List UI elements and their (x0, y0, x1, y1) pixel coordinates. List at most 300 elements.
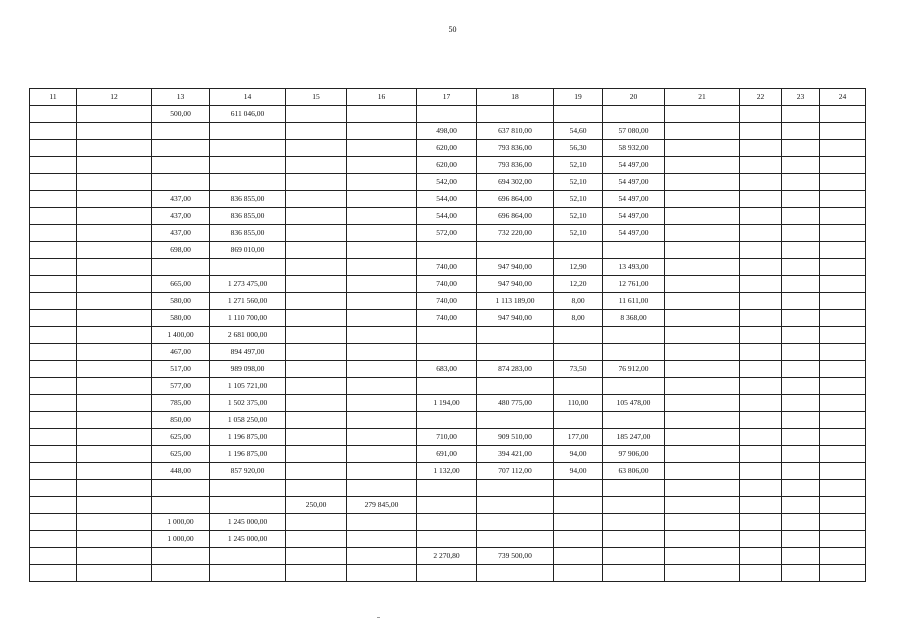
page-number: 50 (448, 25, 457, 34)
table-cell (740, 446, 782, 463)
table-cell (77, 446, 152, 463)
table-cell (603, 531, 665, 548)
table-cell (740, 514, 782, 531)
table-cell (77, 310, 152, 327)
table-cell (782, 361, 820, 378)
table-cell (30, 225, 77, 242)
table-cell: 620,00 (417, 140, 477, 157)
table-cell (603, 548, 665, 565)
table-cell (77, 497, 152, 514)
table-cell (286, 208, 347, 225)
table-cell (665, 310, 740, 327)
table-cell: 793 836,00 (477, 157, 554, 174)
table-cell (820, 463, 866, 480)
table-cell (820, 344, 866, 361)
table-cell (77, 565, 152, 582)
table-cell (740, 565, 782, 582)
table-cell (152, 140, 210, 157)
table-cell: 894 497,00 (210, 344, 286, 361)
table-cell (152, 480, 210, 497)
table-cell: 696 864,00 (477, 191, 554, 208)
table-cell: 1 000,00 (152, 531, 210, 548)
table-cell (30, 497, 77, 514)
table-cell (782, 395, 820, 412)
table-cell (665, 276, 740, 293)
table-cell (210, 480, 286, 497)
table-cell: 710,00 (417, 429, 477, 446)
table-cell: 707 112,00 (477, 463, 554, 480)
column-header: 14 (210, 89, 286, 106)
table-cell (665, 412, 740, 429)
column-header: 24 (820, 89, 866, 106)
table-cell (740, 412, 782, 429)
table-cell (820, 327, 866, 344)
table-cell (740, 174, 782, 191)
table-cell: 185 247,00 (603, 429, 665, 446)
table-cell (782, 140, 820, 157)
table-cell: 542,00 (417, 174, 477, 191)
table-cell (554, 106, 603, 123)
table-row (30, 514, 866, 531)
table-cell (665, 174, 740, 191)
table-cell: 947 940,00 (477, 276, 554, 293)
table-cell (820, 157, 866, 174)
table-row (30, 565, 866, 582)
table-cell (740, 123, 782, 140)
table-cell: 683,00 (417, 361, 477, 378)
table-cell (554, 565, 603, 582)
table-row (30, 276, 866, 293)
table-cell (665, 191, 740, 208)
table-cell (820, 310, 866, 327)
table-cell: 544,00 (417, 191, 477, 208)
table-cell: 740,00 (417, 310, 477, 327)
table-row (30, 140, 866, 157)
table-cell (30, 310, 77, 327)
table-cell (665, 123, 740, 140)
table-row (30, 157, 866, 174)
column-header: 17 (417, 89, 477, 106)
table-cell (30, 395, 77, 412)
table-cell (152, 174, 210, 191)
table-row (30, 191, 866, 208)
table-cell (286, 293, 347, 310)
table-cell (820, 259, 866, 276)
table-cell: 611 046,00 (210, 106, 286, 123)
table-cell (30, 429, 77, 446)
table-cell (820, 480, 866, 497)
table-cell: 1 271 560,00 (210, 293, 286, 310)
table-cell (210, 157, 286, 174)
table-cell (820, 276, 866, 293)
table-cell (477, 378, 554, 395)
table-cell (554, 548, 603, 565)
table-cell (740, 242, 782, 259)
table-cell (782, 514, 820, 531)
table-cell (347, 548, 417, 565)
table-cell (347, 106, 417, 123)
table-cell: 480 775,00 (477, 395, 554, 412)
table-cell (286, 276, 347, 293)
table-cell (477, 480, 554, 497)
table-cell: 698,00 (152, 242, 210, 259)
table-cell (782, 293, 820, 310)
table-cell (286, 514, 347, 531)
table-cell: 8,00 (554, 293, 603, 310)
table-cell: 52,10 (554, 191, 603, 208)
table-cell: 691,00 (417, 446, 477, 463)
table-cell (152, 123, 210, 140)
table-cell: 1 502 375,00 (210, 395, 286, 412)
table-cell: 94,00 (554, 446, 603, 463)
table-cell (665, 327, 740, 344)
table-cell: 54 497,00 (603, 225, 665, 242)
table-cell (665, 548, 740, 565)
table-cell (347, 242, 417, 259)
table-cell (347, 208, 417, 225)
table-cell (347, 276, 417, 293)
table-cell (77, 123, 152, 140)
table-cell (665, 361, 740, 378)
table-cell (740, 361, 782, 378)
table-cell (77, 293, 152, 310)
table-cell (782, 480, 820, 497)
table-cell (603, 497, 665, 514)
table-cell (603, 242, 665, 259)
table-cell (347, 293, 417, 310)
table-cell: 1 113 189,00 (477, 293, 554, 310)
table-cell (782, 497, 820, 514)
table-cell (347, 395, 417, 412)
table-cell (77, 157, 152, 174)
table-cell (347, 429, 417, 446)
table-cell: 11 611,00 (603, 293, 665, 310)
table-cell (210, 123, 286, 140)
table-cell: 732 220,00 (477, 225, 554, 242)
table-cell (152, 497, 210, 514)
table-cell: 110,00 (554, 395, 603, 412)
table-cell (210, 497, 286, 514)
table-cell (820, 531, 866, 548)
table-cell (30, 191, 77, 208)
table-cell (782, 276, 820, 293)
table-cell (603, 378, 665, 395)
table-cell (782, 412, 820, 429)
table-cell (30, 242, 77, 259)
table-cell (77, 531, 152, 548)
table-cell (210, 548, 286, 565)
table-cell (554, 497, 603, 514)
table-cell (782, 191, 820, 208)
table-cell (820, 191, 866, 208)
table-cell (665, 531, 740, 548)
table-row (30, 480, 866, 497)
table-cell (665, 344, 740, 361)
column-header: 16 (347, 89, 417, 106)
table-cell (665, 565, 740, 582)
table-cell (347, 514, 417, 531)
table-row (30, 531, 866, 548)
table-cell (782, 565, 820, 582)
table-cell (77, 344, 152, 361)
table-cell: 1 110 700,00 (210, 310, 286, 327)
table-cell: 1 132,00 (417, 463, 477, 480)
table-cell (347, 344, 417, 361)
table-cell: 1 196 875,00 (210, 446, 286, 463)
table-cell (665, 225, 740, 242)
table-cell (152, 565, 210, 582)
table-cell (152, 259, 210, 276)
table-cell (30, 463, 77, 480)
table-cell (820, 123, 866, 140)
table-cell: 1 105 721,00 (210, 378, 286, 395)
table-cell (286, 259, 347, 276)
table-cell: 437,00 (152, 225, 210, 242)
table-cell (286, 123, 347, 140)
table-cell: 785,00 (152, 395, 210, 412)
table-cell: 437,00 (152, 191, 210, 208)
table-cell: 874 283,00 (477, 361, 554, 378)
table-cell (603, 412, 665, 429)
table-cell (286, 310, 347, 327)
table-cell (603, 344, 665, 361)
table-cell (782, 310, 820, 327)
table-cell: 8,00 (554, 310, 603, 327)
table-cell: 517,00 (152, 361, 210, 378)
table-cell: 740,00 (417, 259, 477, 276)
table-row (30, 310, 866, 327)
table-cell (30, 106, 77, 123)
column-header: 22 (740, 89, 782, 106)
table-cell (740, 531, 782, 548)
table-cell (417, 565, 477, 582)
table-cell: 52,10 (554, 157, 603, 174)
table-cell (782, 174, 820, 191)
table-cell: 625,00 (152, 429, 210, 446)
table-cell (347, 123, 417, 140)
table-cell (77, 429, 152, 446)
table-cell (30, 208, 77, 225)
table-cell (782, 531, 820, 548)
table-row (30, 361, 866, 378)
table-cell (417, 242, 477, 259)
table-cell: 177,00 (554, 429, 603, 446)
table-row (30, 412, 866, 429)
table-cell (477, 531, 554, 548)
table-body (30, 106, 866, 582)
table-cell (603, 480, 665, 497)
table-cell (740, 225, 782, 242)
table-cell: 739 500,00 (477, 548, 554, 565)
table-cell (347, 565, 417, 582)
table-cell (477, 344, 554, 361)
table-cell (417, 327, 477, 344)
table-cell (820, 548, 866, 565)
table-cell: 1 245 000,00 (210, 514, 286, 531)
table-cell (820, 208, 866, 225)
table-cell (30, 276, 77, 293)
table-cell (740, 429, 782, 446)
table-row (30, 429, 866, 446)
table-cell: 54 497,00 (603, 174, 665, 191)
table-cell (77, 463, 152, 480)
table-cell (347, 259, 417, 276)
table-cell (347, 327, 417, 344)
table-cell (740, 344, 782, 361)
table-cell (782, 123, 820, 140)
table-cell (210, 565, 286, 582)
table-cell (782, 242, 820, 259)
table-row (30, 548, 866, 565)
table-cell: 637 810,00 (477, 123, 554, 140)
table-cell (210, 140, 286, 157)
table-cell: 857 920,00 (210, 463, 286, 480)
table-cell (603, 106, 665, 123)
table-row (30, 208, 866, 225)
column-header: 12 (77, 89, 152, 106)
table-cell (77, 225, 152, 242)
table-cell (286, 140, 347, 157)
table-cell (820, 446, 866, 463)
table-cell: 1 245 000,00 (210, 531, 286, 548)
table-cell (665, 106, 740, 123)
table-cell (286, 463, 347, 480)
scan-mark (377, 617, 380, 618)
table-cell: 12,20 (554, 276, 603, 293)
table-cell (286, 395, 347, 412)
table-cell (740, 259, 782, 276)
table-cell (286, 242, 347, 259)
table-row (30, 497, 866, 514)
table-cell (477, 327, 554, 344)
table-cell (77, 106, 152, 123)
table-cell (30, 259, 77, 276)
table-cell (77, 361, 152, 378)
table-cell (740, 480, 782, 497)
table-cell (286, 429, 347, 446)
table-cell: 1 194,00 (417, 395, 477, 412)
table-cell: 58 932,00 (603, 140, 665, 157)
table-cell (820, 565, 866, 582)
table-cell (740, 395, 782, 412)
table-cell (347, 225, 417, 242)
table-cell (820, 378, 866, 395)
table-cell (554, 344, 603, 361)
table-cell (30, 123, 77, 140)
column-header: 18 (477, 89, 554, 106)
table-cell (286, 344, 347, 361)
table-cell (665, 497, 740, 514)
table-cell: 620,00 (417, 157, 477, 174)
table-cell (286, 106, 347, 123)
table-cell (554, 412, 603, 429)
table-cell (30, 327, 77, 344)
table-cell (782, 225, 820, 242)
table-cell (347, 140, 417, 157)
table-cell (347, 480, 417, 497)
table-cell: 869 010,00 (210, 242, 286, 259)
table-cell: 437,00 (152, 208, 210, 225)
table-cell (740, 191, 782, 208)
table-cell (665, 140, 740, 157)
table-cell (347, 157, 417, 174)
table-cell (554, 242, 603, 259)
table-cell (665, 429, 740, 446)
table-cell (286, 378, 347, 395)
table-cell (30, 480, 77, 497)
table-cell (665, 395, 740, 412)
table-cell: 696 864,00 (477, 208, 554, 225)
table-cell (740, 157, 782, 174)
table-cell (210, 174, 286, 191)
table-cell (286, 157, 347, 174)
table-cell (665, 293, 740, 310)
table-cell: 740,00 (417, 276, 477, 293)
table-cell (477, 412, 554, 429)
table-cell (30, 446, 77, 463)
table-cell (782, 259, 820, 276)
column-header: 21 (665, 89, 740, 106)
table-cell: 12,90 (554, 259, 603, 276)
table-cell: 793 836,00 (477, 140, 554, 157)
table-cell (347, 412, 417, 429)
table-cell (30, 565, 77, 582)
table-cell (782, 446, 820, 463)
table-cell (782, 548, 820, 565)
table-cell (820, 174, 866, 191)
table-cell (665, 378, 740, 395)
column-header: 11 (30, 89, 77, 106)
table-cell (77, 174, 152, 191)
table-cell (477, 514, 554, 531)
table-cell: 836 855,00 (210, 225, 286, 242)
table-cell (665, 157, 740, 174)
table-cell (77, 395, 152, 412)
table-cell (820, 429, 866, 446)
table-cell (417, 497, 477, 514)
column-header: 13 (152, 89, 210, 106)
table-cell (286, 446, 347, 463)
table-cell: 836 855,00 (210, 208, 286, 225)
table-cell (77, 378, 152, 395)
table-cell (417, 514, 477, 531)
table-cell (77, 242, 152, 259)
table-cell (286, 548, 347, 565)
table-cell (782, 344, 820, 361)
table-cell (286, 531, 347, 548)
table-cell (665, 463, 740, 480)
table-cell (417, 531, 477, 548)
table-cell (77, 480, 152, 497)
table-cell (30, 293, 77, 310)
table-cell: 989 098,00 (210, 361, 286, 378)
table-cell: 73,50 (554, 361, 603, 378)
table-cell (347, 446, 417, 463)
table-cell (740, 106, 782, 123)
table-row (30, 463, 866, 480)
table-cell (740, 378, 782, 395)
table-row (30, 344, 866, 361)
table-cell (820, 242, 866, 259)
table-cell (30, 361, 77, 378)
table-cell (820, 361, 866, 378)
table-cell: 498,00 (417, 123, 477, 140)
table-cell (417, 412, 477, 429)
table-cell (286, 412, 347, 429)
column-header: 15 (286, 89, 347, 106)
table-cell (286, 327, 347, 344)
table-cell: 52,10 (554, 225, 603, 242)
